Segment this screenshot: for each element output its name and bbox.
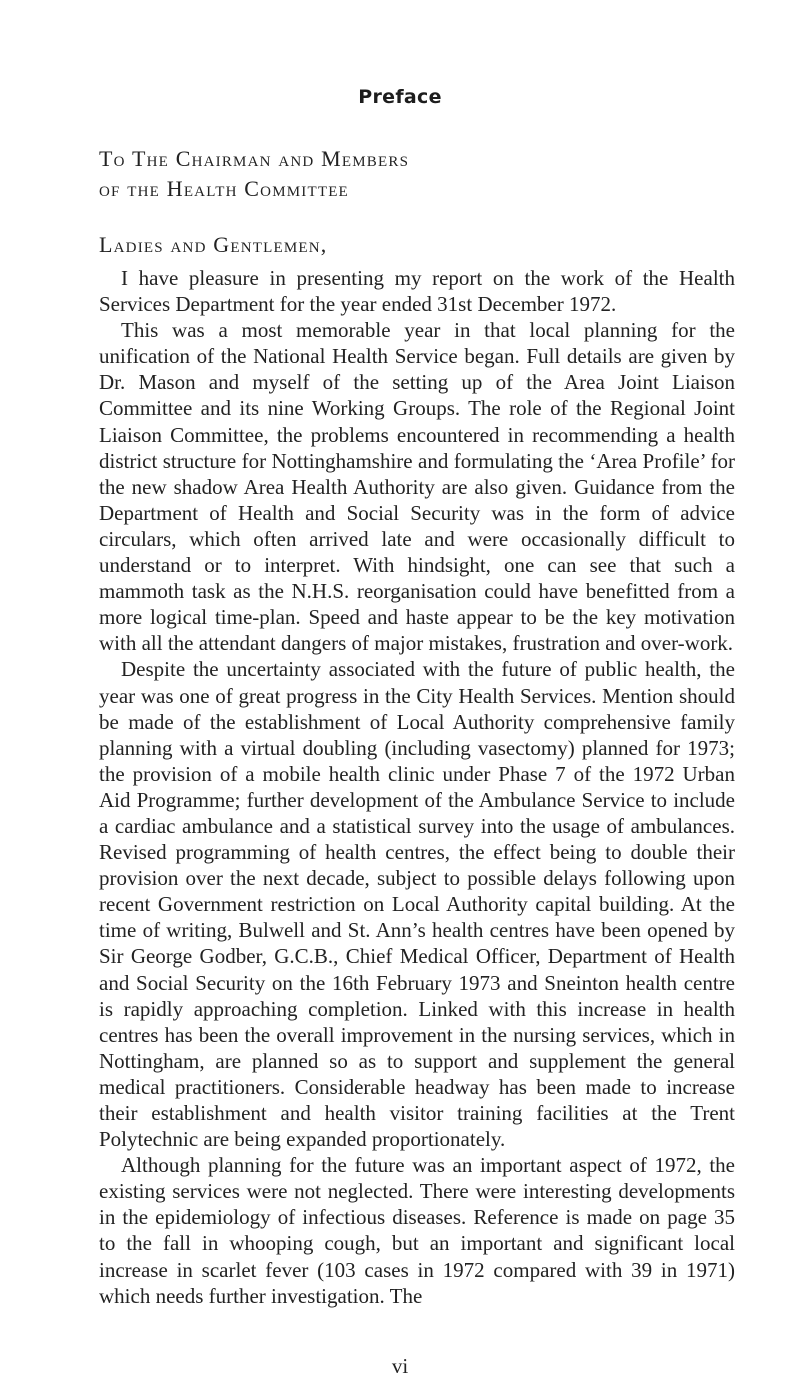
paragraph-3: Despite the uncertainty associated with the future of public health, the year was one of great progress in the City Health Services. Mention should be made of the establishment of Local Authority comprehensive family planning with a virtual doubling (including vasectomy) planned for 1973; the provision of a mobile health clinic under Phase 7 of the 1972 Urban Aid Programme; further development of the Ambulance Service to include a cardiac ambulance and a statistical survey into the usage of ambulances. Revised programming of health centres, the effect being to double their provision over the next decade, subject to possible delays following upon recent Government restriction on Local Authority capital building. At the time of writing, Bulwell and St. Ann’s health centres have been opened by Sir George Godber, G.C.B., Chief Medical Officer, Department of Health and Social Security on the 16th February 1973 and Sneinton health centre is rapidly approaching completion. Linked with this increase in health centres has been the overall improvement in the nursing services, which in Nottingham, are planned so as to support and supplement the general medical practitioners. Considerable headway has been made to increase their establishment and health visitor training facilities at the Trent Polytechnic are being expanded proportionately. [99, 657, 735, 1152]
address-block [99, 144, 409, 204]
paragraph-2: This was a most memorable year in that local planning for the unification of the National Health Service began. Full details are given by Dr. Mason and myself of the setting up of the Area Joint Liaison Committee and its nine Working Groups. The role of the Regional Joint Liaison Committee, the problems encountered in recommending a health district structure for Nottinghamshire and formulating the ‘Area Profile’ for the new shadow Area Health Authority are also given. Guidance from the Department of Health and Social Security was in the form of advice circulars, which often arrived late and were occasionally difficult to understand or to interpret. With hindsight, one can see that such a mammoth task as the N.H.S. reorganisation could have benefitted from a more logical time-plan. Speed and haste appear to be the key motivation with all the attendant dangers of major mistakes, frustration and over-work. [99, 318, 735, 656]
page-number: vi [391, 1354, 409, 1378]
paragraph-4: Although planning for the future was an important aspect of 1972, the existing services were not neglected. There were interesting developments in the epidemiology of infectious diseases. Reference is made on page 35 to the fall in whooping cough, but an important and significant local increase in scarlet fever (103 cases in 1972 compared with 39 in 1971) which needs further investigation. The [99, 1153, 735, 1308]
salutation: Ladies and Gentlemen, [99, 232, 328, 257]
paragraph-1: I have pleasure in presenting my report on the work of the Health Services Department for the year ended 31st December 1972. [99, 266, 735, 317]
page-title: Preface [358, 86, 442, 108]
body-text [99, 265, 735, 1309]
address-line-1: To The Chairman and Members [99, 146, 410, 171]
address-line-2: of the Health Committee [99, 176, 349, 201]
